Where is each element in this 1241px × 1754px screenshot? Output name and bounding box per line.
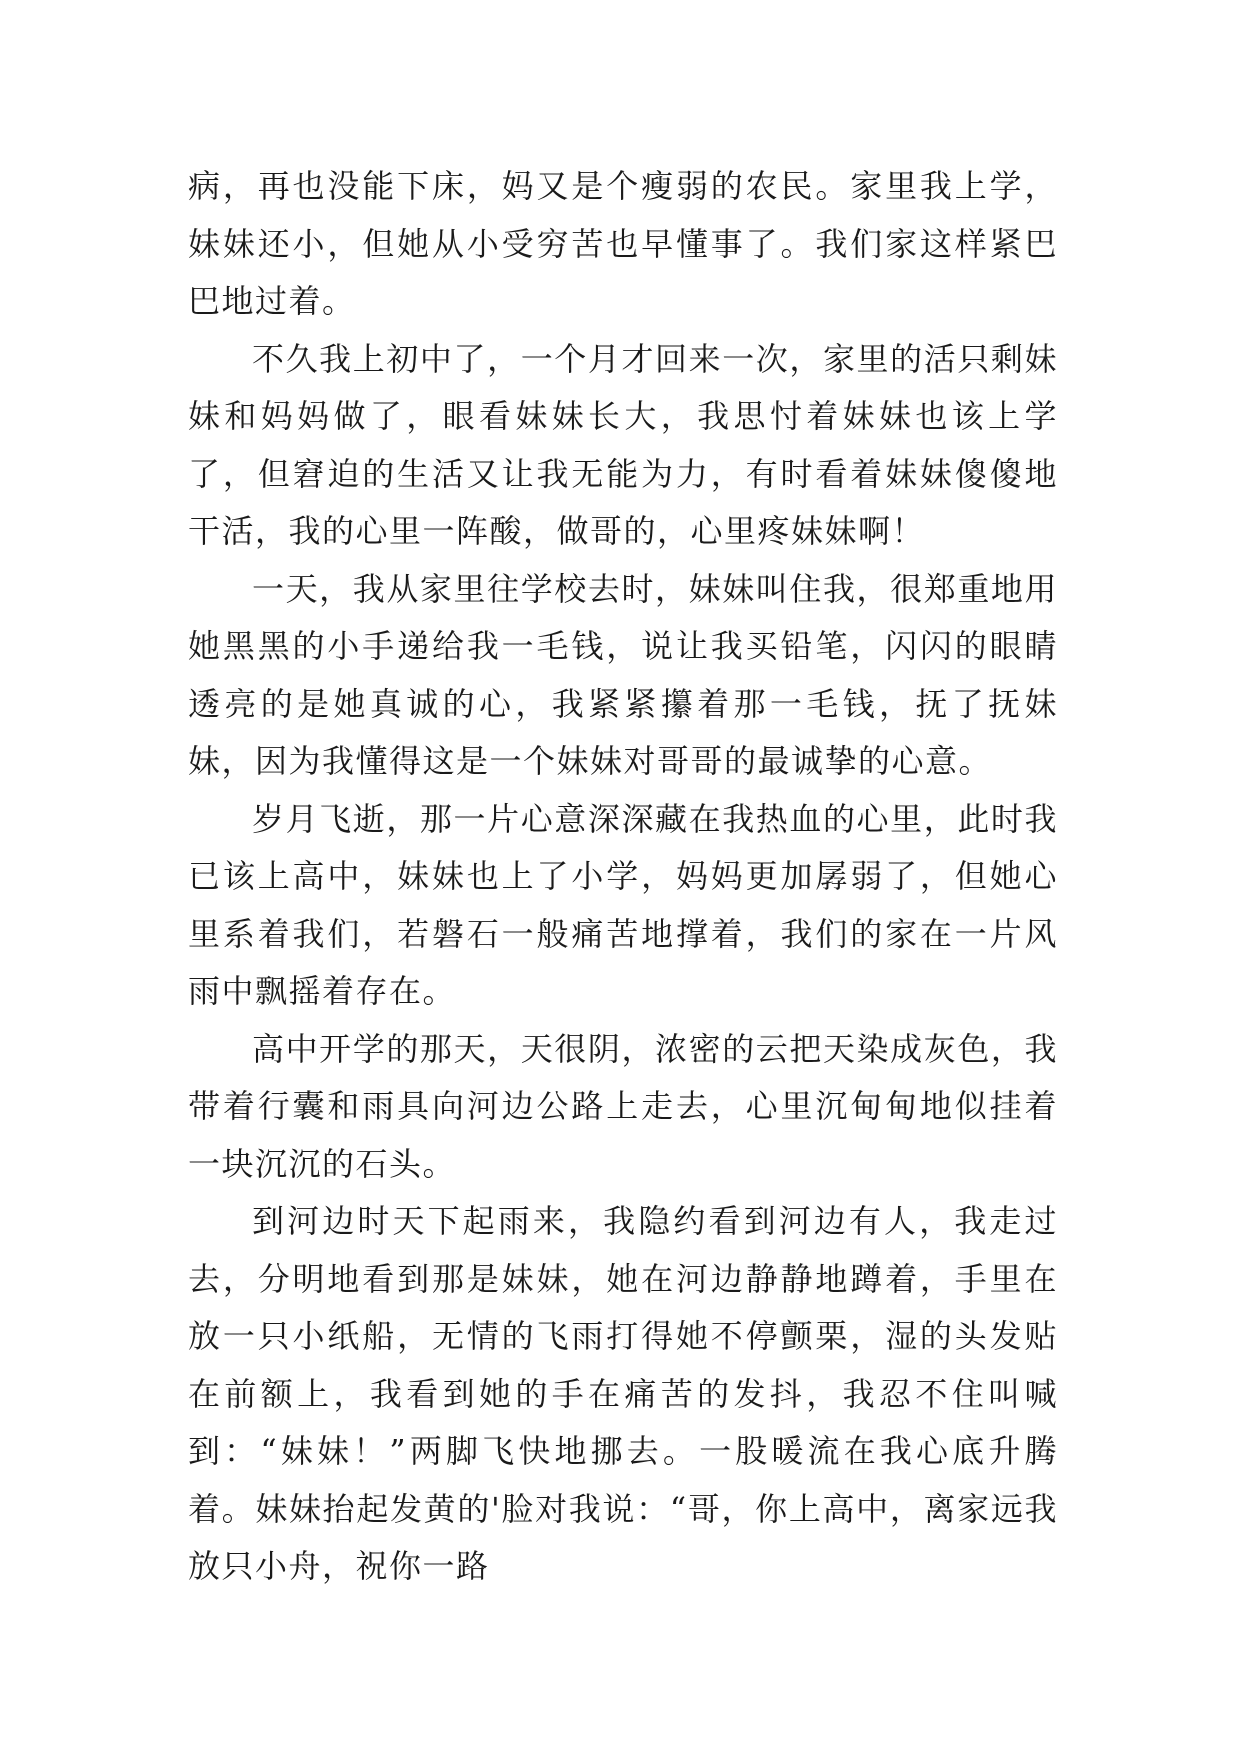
paragraph-3: 一天，我从家里往学校去时，妹妹叫住我，很郑重地用她黑黑的小手递给我一毛钱，说让我买铅笔，闪闪的眼睛透亮的是她真诚的心，我紧紧攥着那一毛钱，抚了抚妹妹，因为我懂得这是一个妹妹对哥哥的最诚挚的心意。 (188, 569, 1058, 780)
document-body (188, 158, 1058, 1596)
paragraph-6: 到河边时天下起雨来，我隐约看到河边有人，我走过去，分明地看到那是妹妹，她在河边静静地蹲着，手里在放一只小纸船，无情的飞雨打得她不停颤栗，湿的头发贴在前额上，我看到她的手在痛苦的发抖，我忍不住叫喊到：“妹妹！”两脚飞快地挪去。一股暖流在我心底升腾着。妹妹抬起发黄的'脸对我说：“哥，你上高中，离家远我放只小舟，祝你一路 (188, 1202, 1058, 1585)
paragraph-1: 病，再也没能下床，妈又是个瘦弱的农民。家里我上学，妹妹还小，但她从小受穷苦也早懂事了。我们家这样紧巴巴地过着。 (188, 167, 1058, 320)
paragraph-2: 不久我上初中了，一个月才回来一次，家里的活只剩妹妹和妈妈做了，眼看妹妹长大，我思忖着妹妹也该上学了，但窘迫的生活又让我无能为力，有时看着妹妹傻傻地干活，我的心里一阵酸，做哥的，心里疼妹妹啊！ (188, 339, 1058, 550)
paragraph-5: 高中开学的那天，天很阴，浓密的云把天染成灰色，我带着行囊和雨具向河边公路上走去，心里沉甸甸地似挂着一块沉沉的石头。 (188, 1029, 1058, 1183)
paragraph-4: 岁月飞逝，那一片心意深深藏在我热血的心里，此时我已该上高中，妹妹也上了小学，妈妈更加孱弱了，但她心里系着我们，若磐石一般痛苦地撑着，我们的家在一片风雨中飘摇着存在。 (188, 799, 1058, 1010)
